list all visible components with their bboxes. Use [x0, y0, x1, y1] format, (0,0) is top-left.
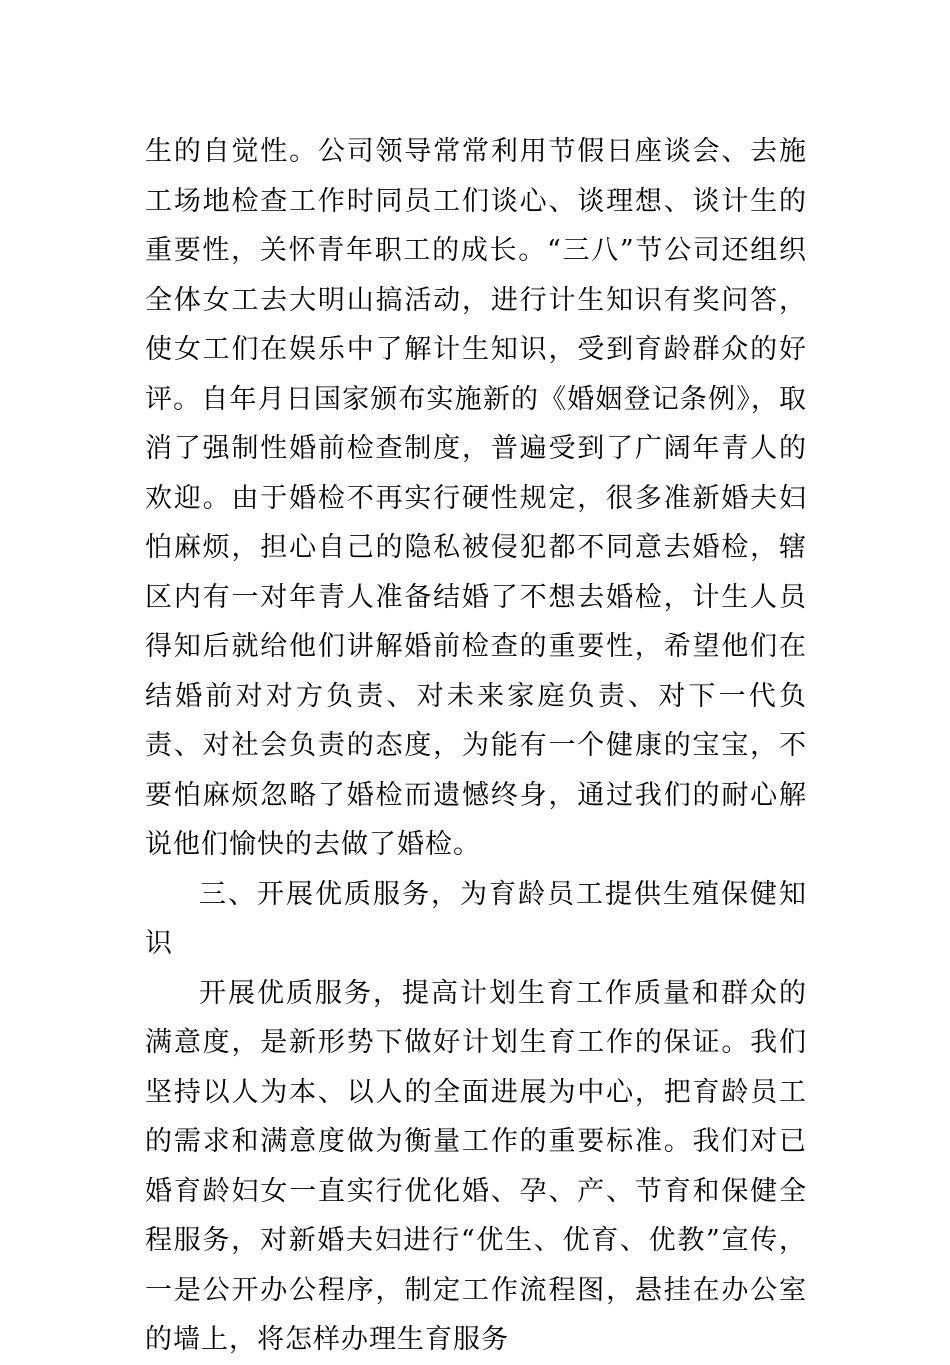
document-page: [145, 127, 807, 1365]
body-paragraph-continued: 生的自觉性。公司领导常常利用节假日座谈会、去施工场地检查工作时同员工们谈心、谈理想、谈计生的重要性，关怀青年职工的成长。“三八”节公司还组织全体女工去大明山搞活动，进行计生知识有奖问答，使女工们在娱乐中了解计生知识，受到育龄群众的好评。自年月日国家颁布实施新的《婚姻登记条例》，取消了强制性婚前检查制度，普遍受到了广阔年青人的欢迎。由于婚检不再实行硬性规定，很多准新婚夫妇怕麻烦，担心自己的隐私被侵犯都不同意去婚检，辖区内有一对年青人准备结婚了不想去婚检，计生人员得知后就给他们讲解婚前检查的重要性，希望他们在结婚前对对方负责、对未来家庭负责、对下一代负责、对社会负责的态度，为能有一个健康的宝宝，不要怕麻烦忽略了婚检而遗憾终身，通过我们的耐心解说他们愉快的去做了婚检。: [145, 136, 807, 860]
section-heading: 三、开展优质服务，为育龄员工提供生殖保健知识: [145, 878, 807, 959]
body-paragraph: 开展优质服务，提高计划生育工作质量和群众的满意度，是新形势下做好计划生育工作的保证。我们坚持以人为本、以人的全面进展为中心，把育龄员工的需求和满意度做为衡量工作的重要标准。我们对已婚育龄妇女一直实行优化婚、孕、产、节育和保健全程服务，对新婚夫妇进行“优生、优育、优教”宣传，一是公开办公程序，制定工作流程图，悬挂在办公室的墙上，将怎样办理生育服务: [145, 977, 807, 1355]
